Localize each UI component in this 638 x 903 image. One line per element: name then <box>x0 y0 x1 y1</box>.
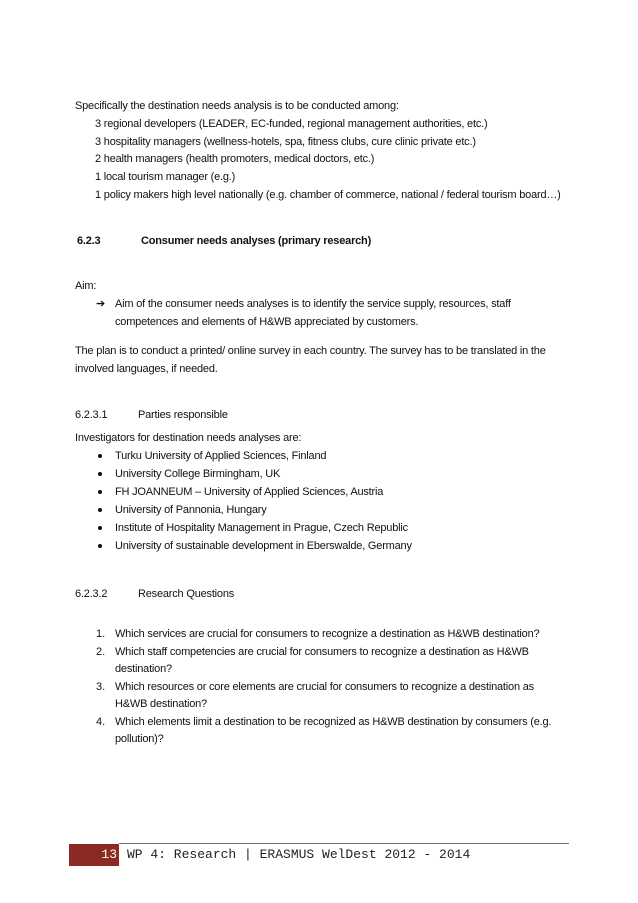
investigators-lead: Investigators for destination needs analyses are: <box>75 432 302 444</box>
footer-rule <box>119 843 569 844</box>
list-item: University of Pannonia, Hungary <box>115 504 267 516</box>
intro-item: 3 regional developers (LEADER, EC-funded, regional management authorities, etc.) <box>95 118 488 130</box>
plan-text: The plan is to conduct a printed/ online survey in each country. The survey has to be translated in the <box>75 345 546 357</box>
arrow-right-icon: ➔ <box>96 298 106 310</box>
question-text: Which services are crucial for consumers to recognize a destination as H&WB destination? <box>115 628 540 640</box>
subsection-title: Research Questions <box>138 588 235 600</box>
intro-item: 2 health managers (health promoters, medical doctors, etc.) <box>95 153 375 165</box>
page-number: 13 <box>101 847 117 862</box>
intro-item: 3 hospitality managers (wellness-hotels, spa, fitness clubs, cure clinic private etc.) <box>95 136 476 148</box>
bullet-icon <box>98 526 102 530</box>
bullet-icon <box>98 508 102 512</box>
list-item: Turku University of Applied Sciences, Finland <box>115 450 327 462</box>
question-text: H&WB destination? <box>115 698 207 710</box>
intro-item: 1 policy makers high level nationally (e.g. chamber of commerce, national / federal tourism board…) <box>95 189 561 201</box>
bullet-icon <box>98 544 102 548</box>
subsection-title: Parties responsible <box>138 409 228 421</box>
footer-text: WP 4: Research | ERASMUS WelDest 2012 - 2014 <box>127 847 471 862</box>
list-item: University of sustainable development in Eberswalde, Germany <box>115 540 412 552</box>
question-number: 4. <box>96 716 106 728</box>
list-item: University College Birmingham, UK <box>115 468 281 480</box>
subsection-number: 6.2.3.2 <box>75 588 108 600</box>
aim-label: Aim: <box>75 280 97 292</box>
question-number: 1. <box>96 628 106 640</box>
question-number: 2. <box>96 646 106 658</box>
aim-text: Aim of the consumer needs analyses is to identify the service supply, resources, staff <box>115 298 511 310</box>
section-number: 6.2.3 <box>77 235 101 247</box>
question-text: Which staff competencies are crucial for consumers to recognize a destination as H&WB <box>115 646 529 658</box>
question-text: destination? <box>115 663 172 675</box>
bullet-icon <box>98 472 102 476</box>
intro-item: 1 local tourism manager (e.g.) <box>95 171 236 183</box>
section-title: Consumer needs analyses (primary research) <box>141 235 372 247</box>
list-item: FH JOANNEUM – University of Applied Sciences, Austria <box>115 486 384 498</box>
bullet-icon <box>98 454 102 458</box>
plan-text: involved languages, if needed. <box>75 363 218 375</box>
aim-text: competences and elements of H&WB appreciated by customers. <box>115 316 419 328</box>
intro-lead: Specifically the destination needs analysis is to be conducted among: <box>75 100 399 112</box>
question-text: Which resources or core elements are crucial for consumers to recognize a destination as <box>115 681 534 693</box>
question-text: Which elements limit a destination to be recognized as H&WB destination by consumers (e.g. <box>115 716 552 728</box>
bullet-icon <box>98 490 102 494</box>
list-item: Institute of Hospitality Management in Prague, Czech Republic <box>115 522 408 534</box>
question-number: 3. <box>96 681 106 693</box>
question-text: pollution)? <box>115 733 164 745</box>
subsection-number: 6.2.3.1 <box>75 409 108 421</box>
